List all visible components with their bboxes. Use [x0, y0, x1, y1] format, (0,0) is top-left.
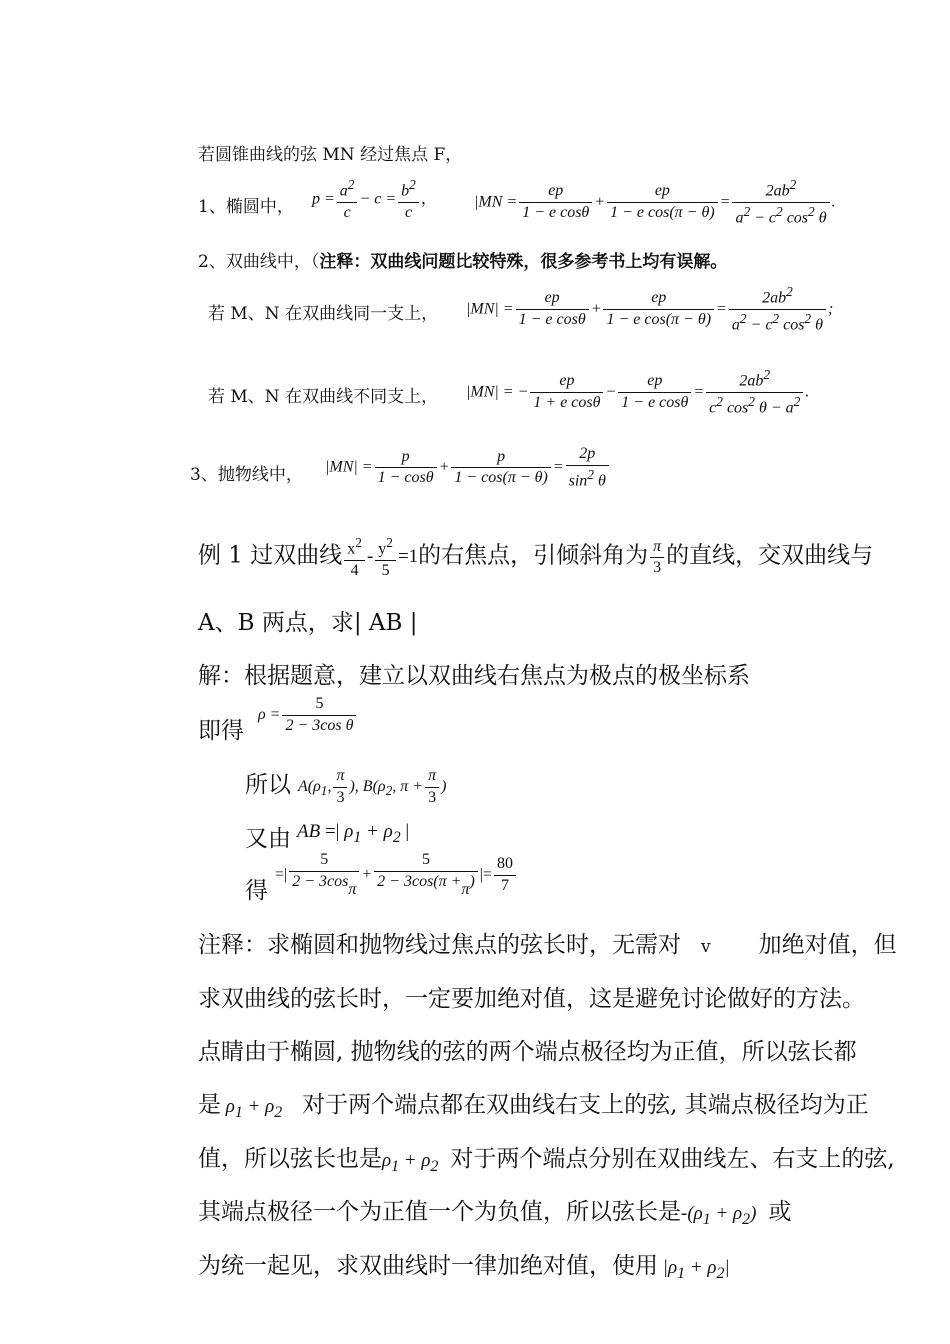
note-line5: [198, 1140, 895, 1176]
ellipse-label: 1、椭圆中，: [198, 197, 294, 217]
suoyi-label: 所以: [245, 772, 291, 798]
diff-branch-formula: |MN| = − $\frac{ep}{\text{1 + e cosθ}}$ − $\frac{ep}{\text{1 − e cosθ}}$ = $\frac{2ab^2}{c^2 \cos^2 \theta - a^2}$ .: [466, 367, 810, 417]
hyperbola-label-text: 2、双曲线中，（: [198, 252, 320, 272]
note-line5b: 对于两个端点分别在双曲线左、右支上的弦,: [450, 1146, 895, 1172]
note-line5a: 值，所以弦长也是: [198, 1146, 382, 1172]
rho-formula: ρ = $\frac{5}{\text{2 − 3cos θ}}$: [258, 696, 358, 735]
note-line6: [198, 1193, 791, 1229]
same-branch-label: 若 M、N 在双曲线同一支上，: [208, 304, 439, 324]
example-text-a: 例 1 过双曲线: [198, 542, 343, 569]
rho-diff: $-(\rho_1 + \rho_2)$: [681, 1203, 757, 1228]
same-branch-formula: |MN| = $\frac{ep}{\text{1 − e cosθ}}$ + $\frac{ep}{\text{1 − e cos(π − θ)}}$ = $\frac{2ab^2}{a^2 - c^2 \cos^2 \theta}$ ;: [466, 284, 834, 334]
note-line7: [198, 1247, 730, 1283]
note-line4: [198, 1086, 869, 1122]
note-line1: [198, 926, 897, 959]
parabola-label: 3、抛物线中，: [190, 465, 303, 485]
intro-text: 若圆锥曲线的弦 MN 经过焦点 F，: [198, 145, 463, 165]
note-line6b: 或: [768, 1199, 792, 1225]
rho-sum-1: $\rho_1 + \rho_2$: [221, 1096, 283, 1121]
points-formula: $A(\rho_1$, $\frac{\pi}{3}$ ), $B(\rho_2$, π + $\frac{\pi}{3}$ ): [298, 767, 447, 806]
note-v: v: [701, 937, 711, 957]
hyperbola-label: [198, 247, 727, 272]
example-line2: A、B 两点，求| AB |: [198, 610, 418, 636]
rho-abs: $|\rho_1 + \rho_2|$: [658, 1257, 730, 1282]
note-line6a: 其端点极径一个为正值一个为负值，所以弦长是: [198, 1199, 681, 1225]
result-formula: =| $\frac{5}{2 - 3\cos\pi}$ + $\frac{5}{2 - 3\cos(\pi +\pi)}$ |= $\frac{80}{7}$: [275, 852, 518, 899]
note-line4b: 对于两个端点都在双曲线右支上的弦, 其端点极径均为正: [302, 1092, 869, 1118]
rho-sum-2: $\rho_1 + \rho_2$: [382, 1150, 439, 1175]
solution-line: 解：根据题意，建立以双曲线右焦点为极点的极坐标系: [198, 663, 750, 689]
note-line7-text: 为统一起见，求双曲线时一律加绝对值，使用: [198, 1253, 658, 1279]
note-line1a: 注释：求椭圆和抛物线过焦点的弦长时，无需对: [198, 932, 681, 958]
note-line1b: 加绝对值，但: [758, 932, 897, 958]
youyou-label: 又由: [245, 826, 291, 852]
jide-label: 即得: [198, 718, 244, 744]
parabola-formula: |MN| = $\frac{p}{1 - \cos\theta}$ + $\frac{p}{1 - \cos(\pi - \theta)}$ = $\frac{2p}{\sin^2 \theta}$: [325, 446, 611, 490]
diff-branch-label: 若 M、N 在双曲线不同支上，: [208, 387, 439, 407]
note-line3: 点睛由于椭圆, 抛物线的弦的两个端点极径均为正值，所以弦长都: [198, 1039, 857, 1065]
example-line1: [198, 536, 873, 580]
hyperbola-note: 注释：双曲线问题比较特殊，很多参考书上均有误解。: [319, 252, 728, 272]
angle-pi-over-3: $\frac{\pi}{3}$: [648, 546, 666, 567]
ab-equation: AB =| $\rho_1 + \rho_2$ |: [297, 821, 410, 846]
note-line2: 求双曲线的弦长时，一定要加绝对值，这是避免讨论做好的方法。: [198, 986, 865, 1012]
de-label: 得: [245, 878, 268, 904]
example-text-c: 的直线，交双曲线与: [666, 542, 874, 569]
ellipse-mn-formula: |MN = $\frac{ep}{\text{1 − e cosθ}}$ + $\frac{ep}{\text{1 − e cos(π − θ)}}$ = $\frac{2ab^2}{a^2 - c^2 \cos^2 \theta}$ .: [474, 177, 836, 227]
ellipse-p-formula: p = $\frac{a^2}{c}$ − c = $\frac{b^2}{c}$ ，: [312, 177, 437, 222]
note-line4a: 是: [198, 1092, 221, 1118]
hyperbola-equation: $\frac{x^2}{4}$ - $\frac{y^2}{5}$ =1: [342, 546, 418, 567]
example-text-b: 的右焦点，引倾斜角为: [418, 542, 649, 569]
result-numerator: 80: [494, 856, 516, 876]
